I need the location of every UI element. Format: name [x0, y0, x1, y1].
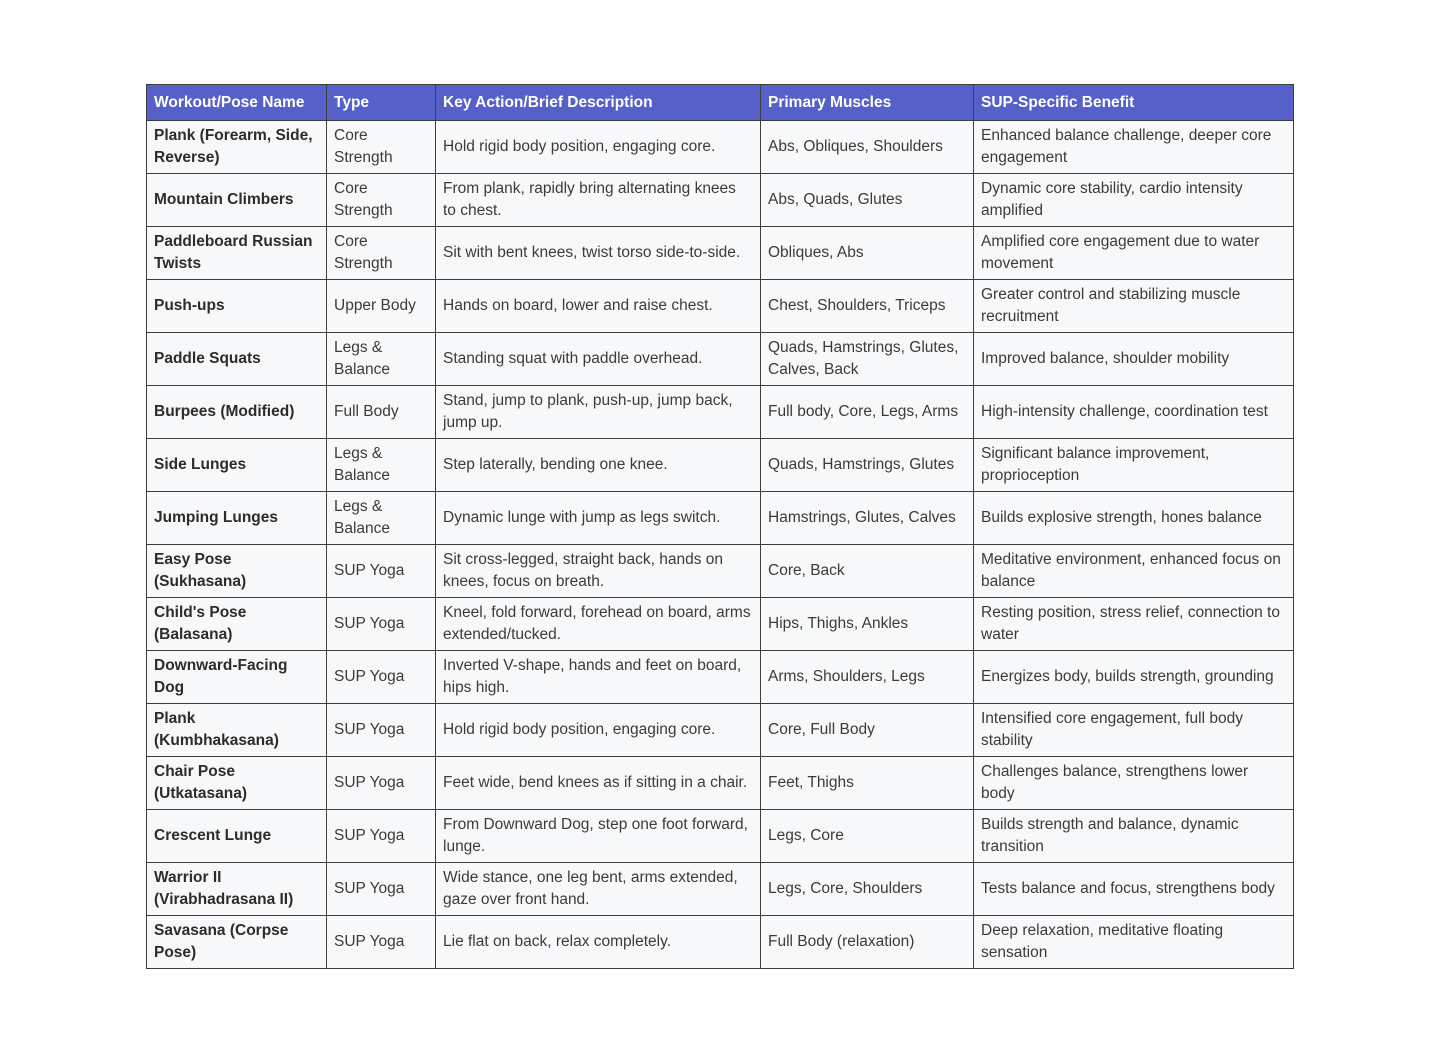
cell-primary-muscles: Quads, Hamstrings, Glutes [761, 439, 974, 492]
cell-sup-benefit: Amplified core engagement due to water movement [974, 227, 1294, 280]
cell-primary-muscles: Abs, Quads, Glutes [761, 174, 974, 227]
cell-type: Full Body [327, 386, 436, 439]
table-row [147, 227, 1294, 280]
table-row [147, 598, 1294, 651]
cell-workout-name: Chair Pose (Utkatasana) [147, 757, 327, 810]
cell-primary-muscles: Abs, Obliques, Shoulders [761, 121, 974, 174]
table-row [147, 916, 1294, 969]
cell-sup-benefit: High-intensity challenge, coordination test [974, 386, 1294, 439]
cell-description: Stand, jump to plank, push-up, jump back, jump up. [436, 386, 761, 439]
header-primary-muscles: Primary Muscles [761, 85, 974, 121]
cell-type: SUP Yoga [327, 863, 436, 916]
cell-sup-benefit: Deep relaxation, meditative floating sensation [974, 916, 1294, 969]
cell-sup-benefit: Improved balance, shoulder mobility [974, 333, 1294, 386]
cell-primary-muscles: Full body, Core, Legs, Arms [761, 386, 974, 439]
cell-workout-name: Burpees (Modified) [147, 386, 327, 439]
table-header [147, 85, 1294, 121]
cell-sup-benefit: Meditative environment, enhanced focus on balance [974, 545, 1294, 598]
cell-type: SUP Yoga [327, 651, 436, 704]
table-row [147, 492, 1294, 545]
cell-workout-name: Plank (Forearm, Side, Reverse) [147, 121, 327, 174]
cell-description: Lie flat on back, relax completely. [436, 916, 761, 969]
cell-sup-benefit: Significant balance improvement, proprioception [974, 439, 1294, 492]
cell-description: Wide stance, one leg bent, arms extended, gaze over front hand. [436, 863, 761, 916]
table-row [147, 439, 1294, 492]
header-workout-name: Workout/Pose Name [147, 85, 327, 121]
cell-primary-muscles: Legs, Core, Shoulders [761, 863, 974, 916]
cell-type: Upper Body [327, 280, 436, 333]
table-row [147, 386, 1294, 439]
cell-description: Sit cross-legged, straight back, hands on knees, focus on breath. [436, 545, 761, 598]
workout-table [146, 84, 1294, 969]
cell-workout-name: Savasana (Corpse Pose) [147, 916, 327, 969]
cell-workout-name: Paddleboard Russian Twists [147, 227, 327, 280]
cell-type: Core Strength [327, 121, 436, 174]
cell-workout-name: Easy Pose (Sukhasana) [147, 545, 327, 598]
cell-workout-name: Push-ups [147, 280, 327, 333]
cell-sup-benefit: Dynamic core stability, cardio intensity amplified [974, 174, 1294, 227]
table-row [147, 810, 1294, 863]
table-row [147, 757, 1294, 810]
cell-type: SUP Yoga [327, 757, 436, 810]
header-row [147, 85, 1294, 121]
cell-description: Hold rigid body position, engaging core. [436, 704, 761, 757]
cell-type: Legs & Balance [327, 333, 436, 386]
cell-workout-name: Jumping Lunges [147, 492, 327, 545]
header-sup-benefit: SUP-Specific Benefit [974, 85, 1294, 121]
cell-description: Kneel, fold forward, forehead on board, arms extended/tucked. [436, 598, 761, 651]
table-body [147, 121, 1294, 969]
table-row [147, 280, 1294, 333]
cell-type: SUP Yoga [327, 916, 436, 969]
table-row [147, 333, 1294, 386]
cell-type: SUP Yoga [327, 704, 436, 757]
cell-description: Inverted V-shape, hands and feet on board, hips high. [436, 651, 761, 704]
cell-sup-benefit: Tests balance and focus, strengthens body [974, 863, 1294, 916]
cell-type: Legs & Balance [327, 492, 436, 545]
cell-type: Legs & Balance [327, 439, 436, 492]
header-type: Type [327, 85, 436, 121]
cell-sup-benefit: Challenges balance, strengthens lower body [974, 757, 1294, 810]
cell-type: Core Strength [327, 174, 436, 227]
cell-primary-muscles: Legs, Core [761, 810, 974, 863]
cell-workout-name: Plank (Kumbhakasana) [147, 704, 327, 757]
cell-sup-benefit: Builds explosive strength, hones balance [974, 492, 1294, 545]
table-row [147, 545, 1294, 598]
cell-workout-name: Child's Pose (Balasana) [147, 598, 327, 651]
cell-workout-name: Side Lunges [147, 439, 327, 492]
cell-workout-name: Warrior II (Virabhadrasana II) [147, 863, 327, 916]
cell-primary-muscles: Core, Full Body [761, 704, 974, 757]
cell-type: SUP Yoga [327, 810, 436, 863]
cell-sup-benefit: Energizes body, builds strength, grounding [974, 651, 1294, 704]
cell-type: SUP Yoga [327, 545, 436, 598]
cell-description: Step laterally, bending one knee. [436, 439, 761, 492]
cell-type: SUP Yoga [327, 598, 436, 651]
cell-description: Standing squat with paddle overhead. [436, 333, 761, 386]
cell-type: Core Strength [327, 227, 436, 280]
cell-sup-benefit: Greater control and stabilizing muscle recruitment [974, 280, 1294, 333]
cell-sup-benefit: Enhanced balance challenge, deeper core engagement [974, 121, 1294, 174]
cell-description: Hold rigid body position, engaging core. [436, 121, 761, 174]
cell-description: From plank, rapidly bring alternating knees to chest. [436, 174, 761, 227]
cell-primary-muscles: Hamstrings, Glutes, Calves [761, 492, 974, 545]
cell-primary-muscles: Feet, Thighs [761, 757, 974, 810]
cell-primary-muscles: Arms, Shoulders, Legs [761, 651, 974, 704]
cell-primary-muscles: Full Body (relaxation) [761, 916, 974, 969]
cell-workout-name: Paddle Squats [147, 333, 327, 386]
table-row [147, 121, 1294, 174]
cell-primary-muscles: Core, Back [761, 545, 974, 598]
cell-description: Hands on board, lower and raise chest. [436, 280, 761, 333]
cell-description: Dynamic lunge with jump as legs switch. [436, 492, 761, 545]
cell-sup-benefit: Intensified core engagement, full body stability [974, 704, 1294, 757]
cell-workout-name: Mountain Climbers [147, 174, 327, 227]
cell-sup-benefit: Resting position, stress relief, connection to water [974, 598, 1294, 651]
table-row [147, 651, 1294, 704]
table-row [147, 704, 1294, 757]
cell-workout-name: Crescent Lunge [147, 810, 327, 863]
cell-primary-muscles: Chest, Shoulders, Triceps [761, 280, 974, 333]
cell-description: Sit with bent knees, twist torso side-to-side. [436, 227, 761, 280]
header-description: Key Action/Brief Description [436, 85, 761, 121]
cell-primary-muscles: Hips, Thighs, Ankles [761, 598, 974, 651]
cell-description: From Downward Dog, step one foot forward, lunge. [436, 810, 761, 863]
cell-description: Feet wide, bend knees as if sitting in a chair. [436, 757, 761, 810]
cell-workout-name: Downward-Facing Dog [147, 651, 327, 704]
workout-table-container [146, 84, 1293, 969]
table-row [147, 863, 1294, 916]
cell-primary-muscles: Quads, Hamstrings, Glutes, Calves, Back [761, 333, 974, 386]
cell-primary-muscles: Obliques, Abs [761, 227, 974, 280]
cell-sup-benefit: Builds strength and balance, dynamic transition [974, 810, 1294, 863]
table-row [147, 174, 1294, 227]
